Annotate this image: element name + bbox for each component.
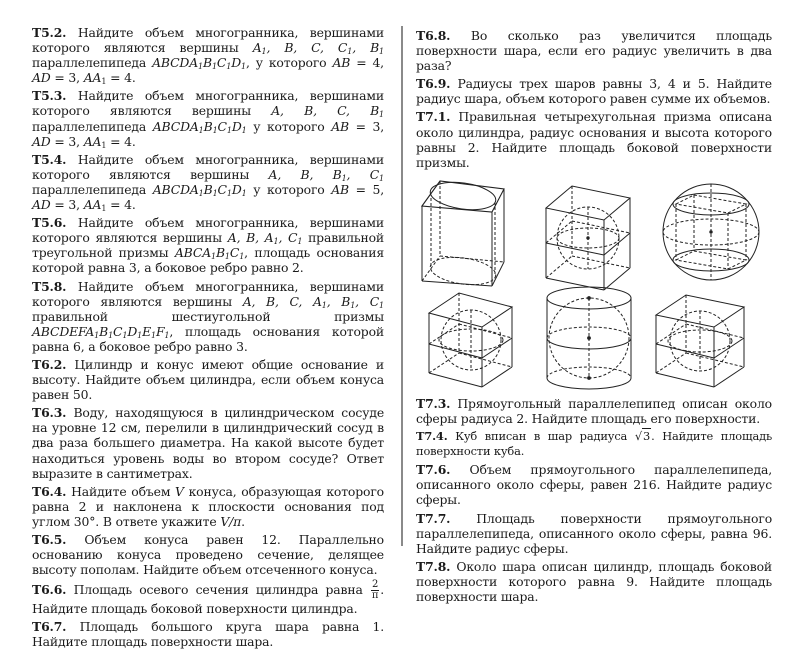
answer-expression: V/π <box>220 513 242 529</box>
problem-t6-9 <box>416 76 772 106</box>
problem-t5-6: T5.6. Найдите объем многогранника, вершинами которого являются вершины A, B, $A_1$, $C_1$ правильной треугольной призмы $ABCA_1B_1C_1$, площадь основания которой равна 3, а боковое ребро равно 2. <box>32 215 384 276</box>
left-column <box>32 25 384 653</box>
problem-number: T6.7. <box>32 619 67 635</box>
figure-prism-around-cylinder <box>422 178 504 288</box>
problem-number: T5.8. <box>32 278 67 294</box>
problem-number: T6.2. <box>32 356 67 372</box>
problem-number: T6.3. <box>32 405 67 421</box>
problem-number: T5.2. <box>32 25 67 40</box>
problem-t6-2 <box>32 357 384 402</box>
vertex-list: A, B, C, $B_1$ <box>271 103 384 120</box>
sqrt-3: √3 <box>634 429 651 444</box>
figure-cube-around-sphere-2 <box>656 295 744 387</box>
problem-t5-4: T5.4. Найдите объем многогранника, вершинами которого являются вершины A, B, $B_1$, $C_1$ параллелепипеда $ABCDA_1B_1C_1D_1$ у которого AB = 5, AD = 3, $AA_1 = 4$. <box>32 151 384 214</box>
problem-t5-2: T5.2. Найдите объем многогранника, вершинами которого являются вершины $A_1$, B, C, $C_1$, $B_1$ параллелепипеда $ABCDA_1B_1C_1D_1$, у которого AB = 4, AD = 3, $AA_1 = 4$. <box>32 25 384 87</box>
problem-number: T7.7. <box>416 510 451 526</box>
problem-text: Площадь поверхности прямоугольного параллелепипеда, описанного около сферы, равна 96. Найдите радиус сферы. <box>416 510 773 556</box>
figure-box-around-sphere <box>429 293 512 387</box>
vertex-list: A, B, C, $A_1$, $B_1$, $C_1$ <box>242 293 384 310</box>
problem-text: Воду, находящуюся в цилиндрическом сосуде на уровне 12 см, перелили в цилиндрический сосуд в два раза большего диаметра. На какой высоте будет находиться уровень воды во втором сосуде? Ответ выразите в сантиметрах. <box>32 405 384 481</box>
problem-number: T7.6. <box>416 462 451 478</box>
solid-name: $ABCDA_1B_1C_1D_1$ <box>152 55 246 72</box>
problem-text: Прямоугольный параллелепипед описан около сферы радиуса 2. Найдите площадь его поверхности. <box>416 395 772 426</box>
problem-t6-6: T6.6. Площадь осевого сечения цилиндра равна $\frac{2}{\pi}$ . Найдите площадь боковой поверхности цилиндра. <box>32 579 384 617</box>
figure-sphere-inscribed-prism <box>663 184 759 280</box>
problem-number: T6.4. <box>32 483 67 499</box>
problem-text: Цилиндр и конус имеют общие основание и высоту. Найдите объем цилиндра, если объем конуса равен 50. <box>32 356 384 403</box>
problem-t7-4: T7.4. Куб вписан в шар радиуса √3. Найдите площадь поверхности куба. <box>416 429 773 459</box>
problem-t7-3 <box>416 396 772 426</box>
given-values: AB <box>331 181 349 197</box>
problem-t6-8 <box>416 28 772 73</box>
vertex-list: A, B, $B_1$, $C_1$ <box>268 166 384 183</box>
solid-name: $ABCDEFA_1B_1C_1D_1E_1F_1$ <box>32 323 170 340</box>
problem-number: T6.6. <box>32 582 67 598</box>
solid-name: $ABCDA_1B_1C_1D_1$ <box>152 118 247 135</box>
problem-t7-6 <box>416 462 772 507</box>
problem-number: T5.4. <box>32 151 67 167</box>
figure-cube-around-sphere <box>546 186 630 290</box>
problem-number: T7.8. <box>416 558 451 574</box>
problem-t6-4: T6.4. Найдите объем V конуса, образующая которого равна 2 и наклонена к плоскости основания под углом 30°. В ответе укажите V/π. <box>32 483 384 529</box>
variable-v: V <box>175 483 184 499</box>
problem-t5-3: T5.3. Найдите объем многогранника, вершинами которого являются вершины A, B, C, $B_1$ параллелепипеда $ABCDA_1B_1C_1D_1$ у которого AB = 3, AD = 3, $AA_1 = 4$. <box>32 88 384 150</box>
solid-name: $ABCDA_1B_1C_1D_1$ <box>152 181 247 198</box>
problem-t6-5 <box>32 532 384 577</box>
problem-number: T5.3. <box>32 88 67 104</box>
problem-number: T7.3. <box>416 395 451 411</box>
problem-t7-7 <box>416 511 772 556</box>
figures-panel <box>404 174 776 394</box>
problem-number: T6.9. <box>416 76 451 92</box>
given-values: AB <box>332 55 351 71</box>
problem-text: Площадь большого круга шара равна 1. Найдите площадь поверхности шара. <box>32 619 384 650</box>
problem-t5-8: T5.8. Найдите объем многогранника, вершинами которого являются вершины A, B, C, $A_1$, $B_1$, $C_1$ правильной шестиугольной призмы $ABCDEFA_1B_1C_1D_1E_1F_1$, площадь основания которой равна 6, а боковое ребро равно 3. <box>32 278 384 354</box>
problem-text: Радиусы трех шаров равны 3, 4 и 5. Найдите радиус шара, объем которого равен сумме их объемов. <box>416 76 772 107</box>
problem-number: T6.5. <box>32 532 67 547</box>
vertex-list: $A_1$, B, C, $C_1$, $B_1$ <box>252 40 384 57</box>
problem-number: T5.6. <box>32 215 67 231</box>
problem-t6-3 <box>32 405 384 480</box>
problem-number: T7.1. <box>416 109 451 125</box>
problem-text: Объем прямоугольного параллелепипеда, описанного около сферы, равен 216. Найдите радиус сферы. <box>416 462 772 508</box>
problem-text: Объем конуса равен 12. Параллельно основанию конуса проведено сечение, делящее высоту пополам. Найдите объем отсеченного конуса. <box>32 532 384 578</box>
vertex-list: A, B, $A_1$, $C_1$ <box>227 230 303 247</box>
problem-text: Правильная четырехугольная призма описана около цилиндра, радиус основания и высота которого равны 2. Найдите площадь боковой поверхности призмы. <box>416 109 772 170</box>
problem-t7-1 <box>416 109 772 169</box>
given-values: AB <box>331 118 349 134</box>
fraction-2-over-pi: $\frac{2}{\pi}$ <box>371 579 379 602</box>
solid-name: $ABCA_1B_1C_1$ <box>174 245 245 262</box>
column-divider <box>401 26 403 546</box>
right-column <box>416 28 772 607</box>
problem-text: Во сколько раз увеличится площадь поверхности шара, если его радиус увеличить в два раза? <box>416 28 772 74</box>
problem-text: Около шара описан цилиндр, площадь боковой поверхности которого равна 9. Найдите площадь поверхности шара. <box>416 558 772 604</box>
problem-number: T7.4. <box>416 429 448 444</box>
figure-cylinder-around-sphere <box>547 287 631 389</box>
problem-t6-7 <box>32 619 384 649</box>
problem-number: T6.8. <box>416 28 451 43</box>
